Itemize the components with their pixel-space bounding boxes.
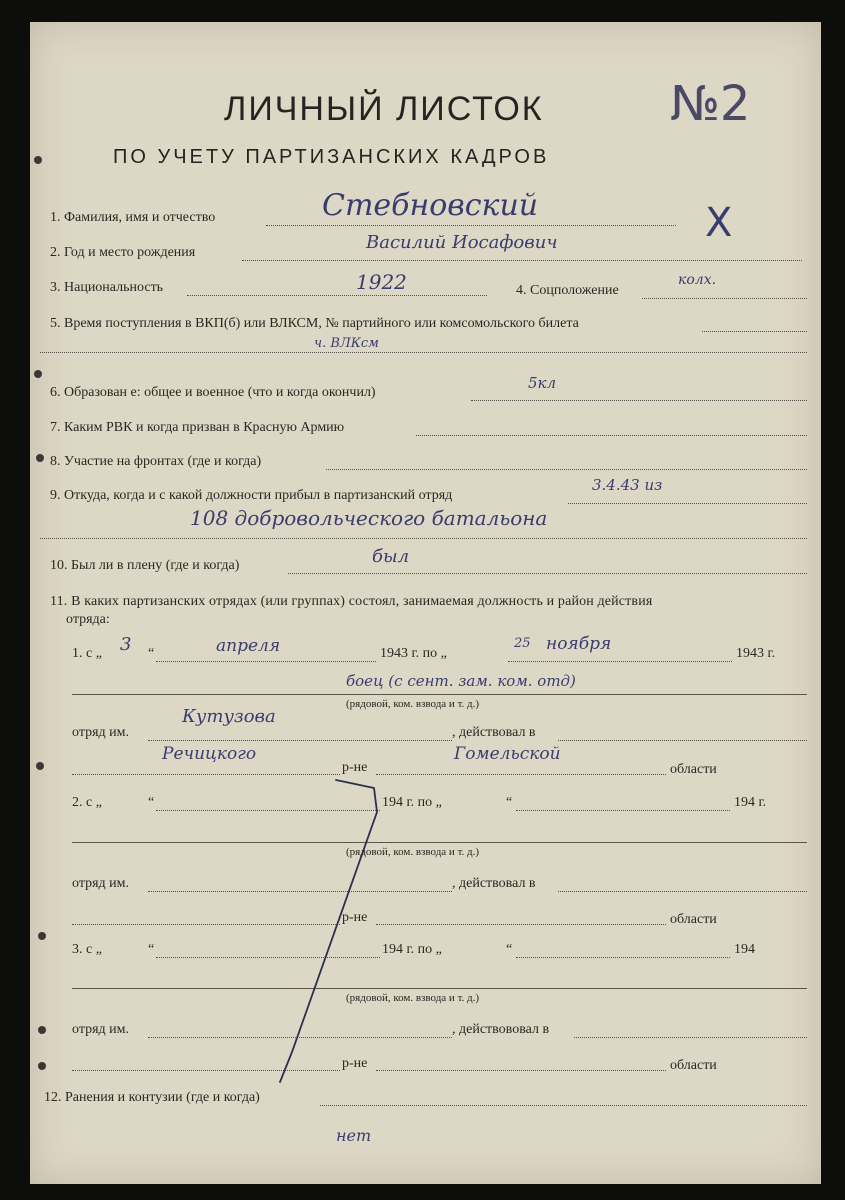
entry-2-year-to: 194 г. <box>734 795 767 810</box>
entry-2-position-hint: (рядовой, ком. взвода и т. д.) <box>346 846 480 858</box>
field-4-value: колх. <box>678 272 717 288</box>
field-10-line <box>288 573 807 574</box>
field-3-label: 3. Национальность <box>50 280 164 295</box>
entry-3-close-quote: “ <box>506 942 513 957</box>
entry-1-region-suffix: области <box>670 762 717 777</box>
entry-3-region-line <box>376 1070 666 1071</box>
entry-1-position-hint: (рядовой, ком. взвода и т. д.) <box>346 698 480 710</box>
field-2-value: Василий Иосафович <box>366 232 558 253</box>
field-1-label: 1. Фамилия, имя и отчество <box>50 210 216 225</box>
entry-2-acted-line <box>558 891 807 892</box>
entry-1-position-line <box>72 694 807 695</box>
field-11-label: 11. В каких партизанских отрядах (или группах) состоял, занимаемая должность и район действия <box>50 594 653 609</box>
field-5-value: ч. ВЛКсм <box>314 336 379 351</box>
field-5-label: 5. Время поступления в ВКП(б) или ВЛКСМ, № партийного или комсомольского билета <box>50 316 579 331</box>
entry-3-acted-label: , действововал в <box>452 1022 550 1037</box>
field-9-line-a <box>568 503 807 504</box>
entry-3-open-quote: “ <box>148 942 155 957</box>
entry-1-day-to: 25 <box>514 636 531 651</box>
entry-2-position-line <box>72 842 807 843</box>
entry-1-month-to: ноября <box>546 634 612 654</box>
field-10-label: 10. Был ли в плену (где и когда) <box>50 558 240 573</box>
entry-1-year-to: 1943 г. <box>736 646 776 661</box>
field-4-line <box>642 298 807 299</box>
entry-1-region: Гомельской <box>454 744 561 764</box>
entry-3-region-suffix: области <box>670 1058 717 1073</box>
entry-1-district: Речицкого <box>162 744 257 764</box>
field-2-line <box>242 260 802 261</box>
binder-hole <box>34 370 42 378</box>
field-7-label: 7. Каким РВК и когда призван в Красную Армию <box>50 420 345 435</box>
entry-3-position-line <box>72 988 807 989</box>
entry-3-year-to: 194 <box>734 942 755 957</box>
field-11-label-cont: отряда: <box>66 612 110 627</box>
entry-2-region-line <box>376 924 666 925</box>
entry-1-acted-label: , действовал в <box>452 725 536 740</box>
binder-hole <box>36 762 44 770</box>
entry-3-number: 3. с „ <box>72 942 102 957</box>
field-8-line <box>326 469 807 470</box>
entry-2-close-quote: “ <box>506 795 513 810</box>
field-9-value: 3.4.43 из <box>592 476 663 494</box>
field-3-line <box>187 295 487 296</box>
entry-3-acted-line <box>574 1037 807 1038</box>
entry-3-detachment-line <box>148 1037 452 1038</box>
field-5-line-b <box>40 352 807 353</box>
entry-3-year-from: 194 г. по „ <box>382 942 442 957</box>
field-6-value: 5кл <box>528 374 557 392</box>
entry-2-month-line <box>156 810 380 811</box>
binder-hole <box>38 932 46 940</box>
entry-1-number: 1. с „ <box>72 646 102 661</box>
entry-2-detachment-line <box>148 891 452 892</box>
field-12-value: нет <box>336 1126 372 1145</box>
page-title: ЛИЧНЫЙ ЛИСТОК <box>224 90 544 128</box>
field-2-label: 2. Год и место рождения <box>50 245 196 260</box>
field-6-label: 6. Образован е: общее и военное (что и когда окончил) <box>50 385 376 400</box>
field-6-line <box>471 400 807 401</box>
field-10-value: был <box>372 546 410 567</box>
entry-1-year-from: 1943 г. по „ <box>380 646 447 661</box>
entry-2-number: 2. с „ <box>72 795 102 810</box>
entry-1-month: апреля <box>216 636 281 656</box>
entry-3-district-suffix: р-не <box>342 1056 368 1071</box>
entry-3-position-hint: (рядовой, ком. взвода и т. д.) <box>346 992 480 1004</box>
field-5-line-a <box>702 331 807 332</box>
field-4-label: 4. Соцположение <box>516 283 619 298</box>
field-7-line <box>416 435 807 436</box>
entry-1-detachment: Кутузова <box>182 706 276 727</box>
entry-2-month-to-line <box>516 810 730 811</box>
entry-1-detachment-line <box>148 740 452 741</box>
entry-1-month-line <box>156 661 376 662</box>
field-1-line <box>266 225 676 226</box>
page-subtitle: ПО УЧЕТУ ПАРТИЗАНСКИХ КАДРОВ <box>113 146 550 168</box>
field-3-value: 1922 <box>356 270 407 294</box>
entry-2-district-suffix: р-не <box>342 910 368 925</box>
entry-3-district-line <box>72 1070 340 1071</box>
document-sheet <box>30 22 821 1184</box>
entry-2-acted-label: , действовал в <box>452 876 536 891</box>
field-9-line-b <box>40 538 807 539</box>
field-9-value-2: 108 добровольческого батальона <box>190 506 548 530</box>
field-12-label: 12. Ранения и контузии (где и когда) <box>44 1090 260 1105</box>
x-mark: Х <box>705 200 733 246</box>
entry-2-region-suffix: области <box>670 912 717 927</box>
binder-hole <box>38 1026 46 1034</box>
binder-hole <box>36 454 44 462</box>
entry-1-region-line <box>376 774 666 775</box>
field-1-value: Стебновский <box>322 188 539 223</box>
entry-2-detachment-label: отряд им. <box>72 876 130 891</box>
entry-2-open-quote: “ <box>148 795 155 810</box>
entry-3-detachment-label: отряд им. <box>72 1022 130 1037</box>
entry-1-quote: “ <box>148 646 155 661</box>
entry-1-detachment-label: отряд им. <box>72 725 130 740</box>
entry-3-month-line <box>156 957 380 958</box>
binder-hole <box>38 1062 46 1070</box>
entry-3-month-to-line <box>516 957 730 958</box>
entry-1-acted-line <box>558 740 807 741</box>
entry-1-position: боец (с сент. зам. ком. отд) <box>346 672 576 690</box>
field-12-line <box>320 1105 807 1106</box>
binder-hole <box>34 156 42 164</box>
field-8-label: 8. Участие на фронтах (где и когда) <box>50 454 262 469</box>
corner-number-mark: №2 <box>670 76 751 132</box>
entry-2-district-line <box>72 924 340 925</box>
entry-1-month-to-line <box>508 661 732 662</box>
entry-2-year-from: 194 г. по „ <box>382 795 442 810</box>
entry-1-district-line <box>72 774 340 775</box>
field-9-label: 9. Откуда, когда и с какой должности прибыл в партизанский отряд <box>50 488 453 503</box>
entry-1-day: 3 <box>120 634 132 655</box>
entry-1-district-suffix: р-не <box>342 760 368 775</box>
